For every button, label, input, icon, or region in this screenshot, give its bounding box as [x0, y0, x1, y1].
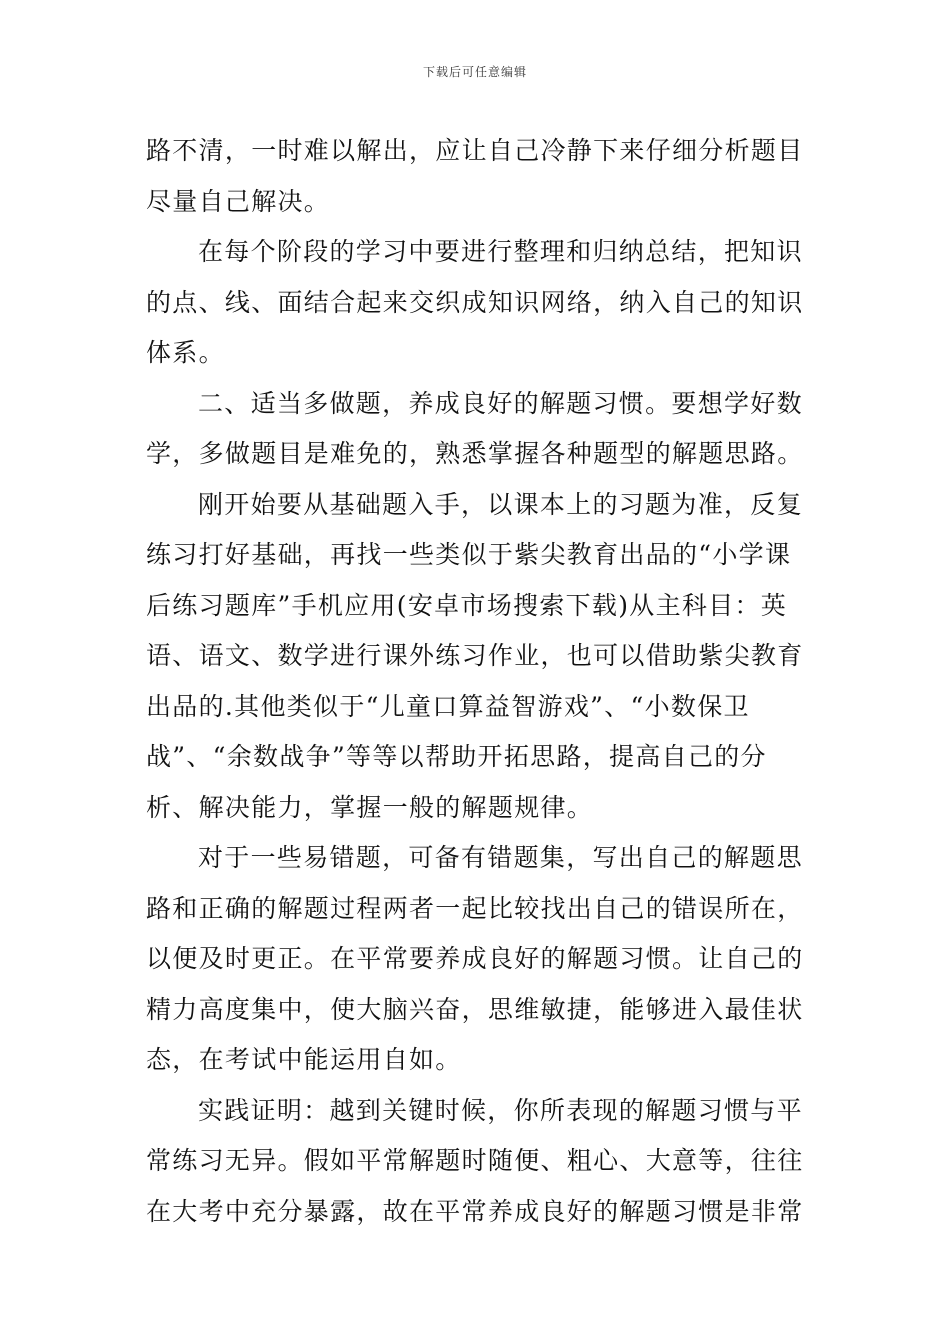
- text-line: 态，在考试中能运用自如。: [146, 1045, 462, 1074]
- paragraph-first-line: 在每个阶段的学习中要进行整理和归纳总结，把知识: [198, 237, 803, 266]
- text-line: 体系。: [146, 338, 225, 367]
- text-line: 的点、线、面结合起来交织成知识网络，纳入自己的知识: [146, 287, 804, 317]
- text-line: 战”、“余数战争”等等以帮助开拓思路，提高自己的分: [146, 742, 767, 771]
- text-line: 路和正确的解题过程两者一起比较找出自己的错误所在，: [146, 893, 804, 923]
- paragraph-first-line: 二、适当多做题，养成良好的解题习惯。要想学好数: [198, 388, 803, 418]
- paragraph-first-line: 刚开始要从基础题入手，以课本上的习题为准，反复: [198, 489, 803, 519]
- text-line: 出品的.其他类似于“儿童口算益智游戏”、“小数保卫: [146, 691, 750, 721]
- text-line: 路不清，一时难以解出，应让自己冷静下来仔细分析题目: [146, 136, 804, 165]
- document-body: [146, 126, 806, 1237]
- paragraph-first-line: 实践证明：越到关键时候，你所表现的解题习惯与平: [198, 1095, 803, 1125]
- text-line: 以便及时更正。在平常要养成良好的解题习惯。让自己的: [146, 944, 804, 973]
- text-line: 尽量自己解决。: [146, 186, 331, 216]
- page-header: 下载后可任意编辑: [422, 65, 527, 79]
- text-line: 后练习题库”手机应用(安卓市场搜索下载)从主科目：英: [146, 590, 788, 620]
- text-line: 学，多做题目是难免的，熟悉掌握各种题型的解题思路。: [146, 439, 804, 468]
- text-line: 常练习无异。假如平常解题时随便、粗心、大意等，往往: [146, 1146, 804, 1175]
- text-line: 析、解决能力，掌握一般的解题规律。: [146, 792, 594, 822]
- paragraph-first-line: 对于一些易错题，可备有错题集，写出自己的解题思: [198, 843, 803, 872]
- text-line: 在大考中充分暴露，故在平常养成良好的解题习惯是非常: [146, 1196, 804, 1226]
- text-line: 精力高度集中，使大脑兴奋，思维敏捷，能够进入最佳状: [146, 994, 804, 1024]
- text-line: 练习打好基础，再找一些类似于紫尖教育出品的“小学课: [146, 540, 792, 569]
- text-line: 语、语文、数学进行课外练习作业，也可以借助紫尖教育: [146, 641, 804, 670]
